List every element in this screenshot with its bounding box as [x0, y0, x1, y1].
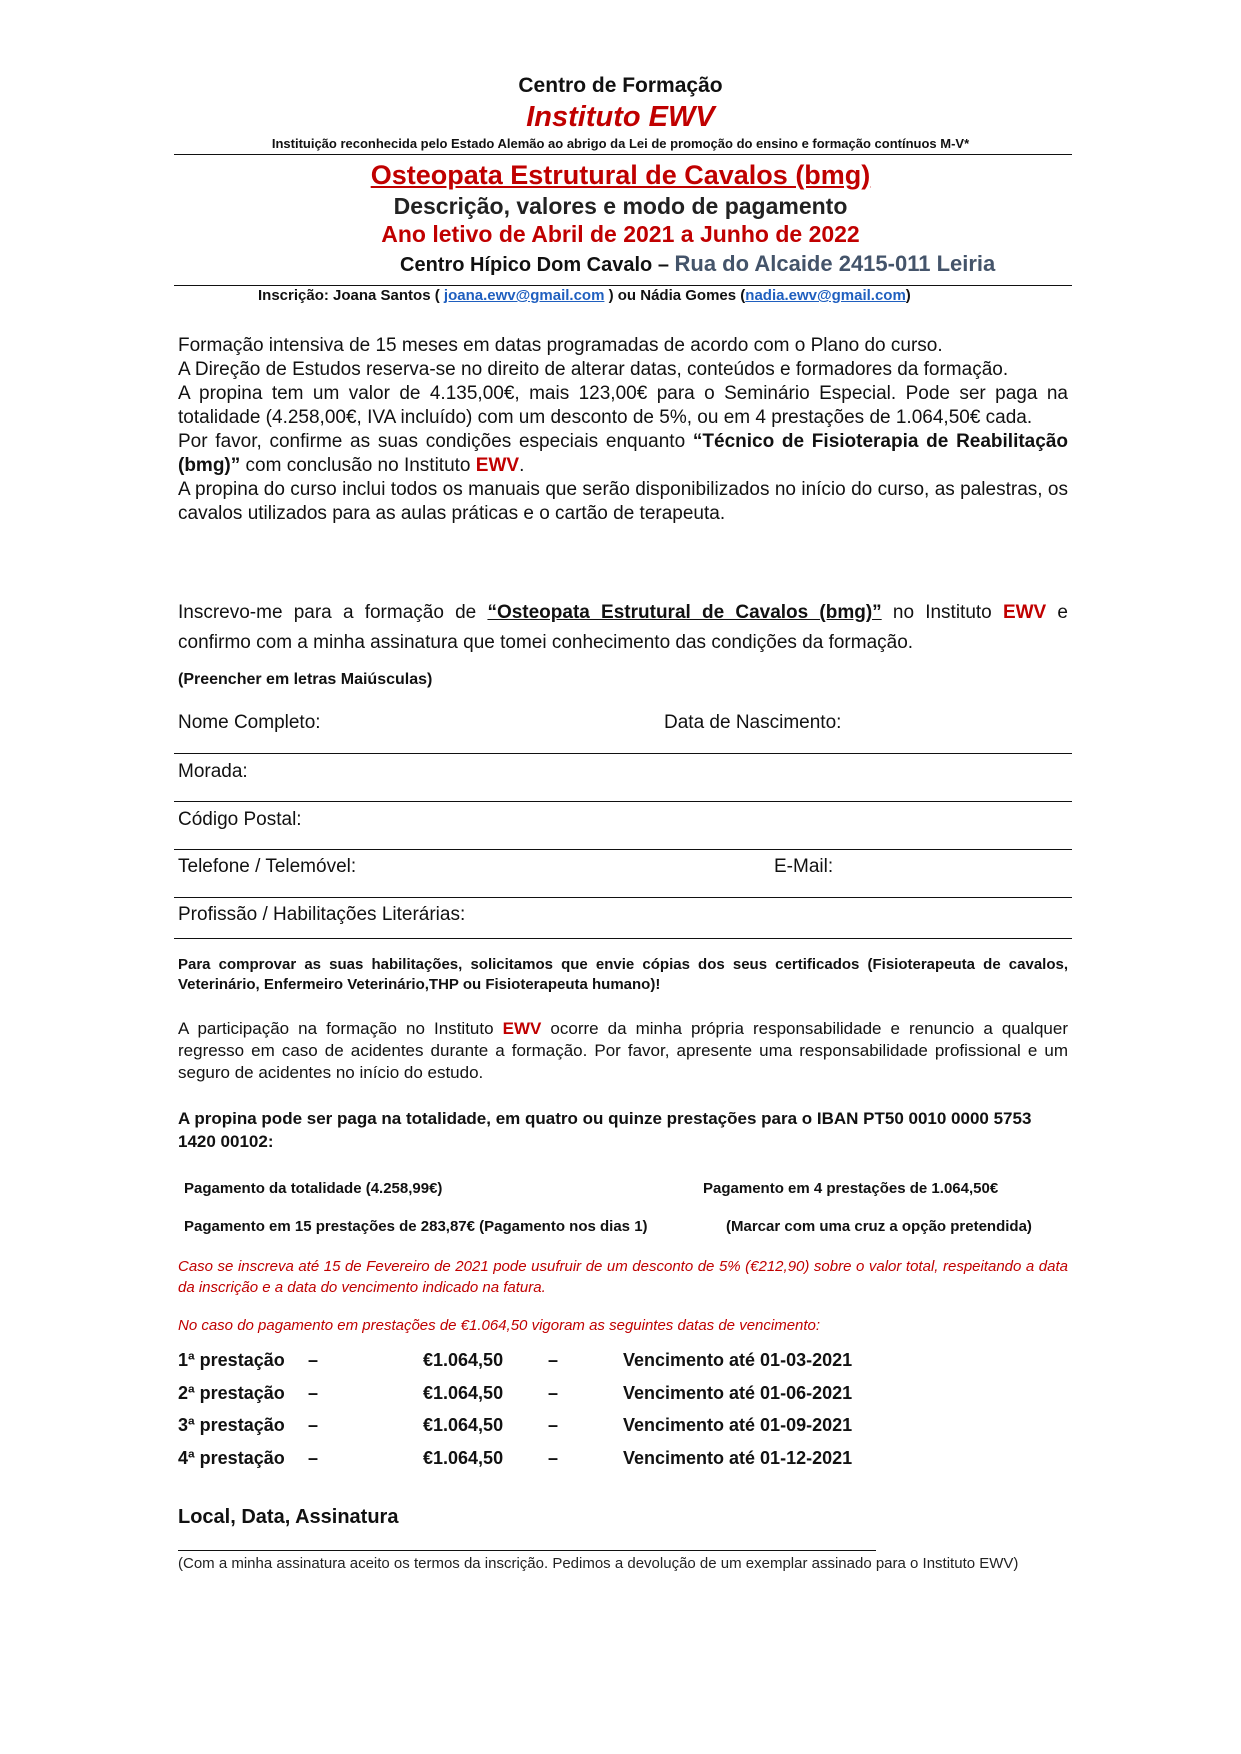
signature-heading: Local, Data, Assinatura — [178, 1506, 399, 1528]
signature-line[interactable] — [178, 1550, 876, 1551]
venue-name: Centro Hípico Dom Cavalo – — [400, 254, 669, 276]
intro-p1: Formação intensiva de 15 meses em datas programadas de acordo com o Plano do curso. — [178, 335, 943, 356]
birth-date-label: Data de Nascimento: — [664, 712, 842, 733]
email-link-nadia[interactable]: nadia.ewv@gmail.com — [745, 287, 906, 304]
full-name-label: Nome Completo: — [178, 712, 321, 733]
discount-note: Caso se inscreva até 15 de Fevereiro de 2021 pode usufruir de um desconto de 5% (€212,90) sobre o valor total, respeitando a data da inscrição e a data do vencimento indicado na fatura. — [178, 1258, 1068, 1296]
registration-suffix: ) — [905, 287, 911, 304]
signature-note: (Com a minha assinatura aceito os termos da inscrição. Pedimos a devolução de um exemplar assinado para o Instituto EWV) — [178, 1555, 1019, 1572]
registration-contacts — [258, 287, 911, 304]
option-4-installments[interactable]: Pagamento em 4 prestações de 1.064,50€ — [703, 1180, 999, 1197]
enrol-line2: confirmo com a minha assinatura que tomei conhecimento das condições da formação. — [178, 632, 914, 653]
address-label: Morada: — [178, 761, 248, 782]
form-instruction: (Preencher em letras Maiúsculas) — [178, 671, 433, 688]
intro-p2: A Direção de Estudos reserva-se no direito de alterar datas, conteúdos e formadores da formação. — [178, 359, 1009, 380]
venue-address: Rua do Alcaide 2415-011 Leiria — [674, 251, 996, 276]
school-year: Ano letivo de Abril de 2021 a Junho de 2022 — [381, 221, 860, 247]
header-divider-bottom — [174, 285, 1072, 286]
installments-note: No caso do pagamento em prestações de €1.064,50 vigoram as seguintes datas de vencimento: — [178, 1317, 821, 1334]
registration-middle: ) ou Nádia Gomes ( — [608, 287, 746, 304]
subtitle: Descrição, valores e modo de pagamento — [393, 193, 848, 219]
payment-heading: A propina pode ser paga na totalidade, em quatro ou quinze prestações para o IBAN PT50 0010 0000 5753 1420 00102: — [178, 1109, 1032, 1151]
intro-p5: A propina do curso inclui todos os manuais que serão disponibilizados no início do curso, as palestras, os cavalos utilizados para as aulas práticas e o cartão de terapeuta. — [178, 479, 1068, 524]
intro-p3: A propina tem um valor de 4.135,00€, mais 123,00€ para o Seminário Especial. Pode ser paga na totalidade (4.258,00€, IVA incluído) com um desconto de 5%, ou em 4 prestações de 1.064,50€ cada. — [178, 383, 1068, 428]
enrollment-form-page: Centro de Formação Instituto EWV Instituição reconhecida pelo Estado Alemão ao abrigo da Lei de promoção do ensino e formação contínuos M-V* Osteopata Estrutural de Cavalos (bmg) Descrição, valores e modo de pagamento Ano letivo de Abril de 2021 a Junho de 2022 Centro Hípico Dom Cavalo – Rua do Alcaide 2415-011 Leiria Inscrição: Joana Santos ( joana.ewv@gmail.com ) ou Nádia Gomes (nadia.ewv@gmail.com) Formação intensiva de 15 meses em datas programadas de acordo com o Plano do curso. A Direção de Estudos reserva-se no direito de alterar datas, conteúdos e formadores da formação. A propina tem um valor de 4.135,00€, mais 123,00€ para o Seminário Especial. Pode ser paga na totalidade (4.258,00€, IVA incluído) com um desconto de 5%, ou em 4 prestações de 1.064,50€ cada. Por favor, confirme as suas condições especiais enquanto “Técnico de Fisioterapia de Reabilitação (bmg)” com conclusão no Instituto EWV. A propina do curso inclui todos os manuais que serão disponibilizados no início do curso, as palestras, os cavalos utilizados para as aulas práticas e o cartão de terapeuta. Inscrevo-me para a formação de “Osteopata Estrutural de Cavalos (bmg)” no Instituto EWV e confirmo com a minha assinatura que tomei conhecimento das condições da formação. (Preencher em letras Maiúsculas) Nome Completo: Data de Nascimento: Morada: Código Postal: Telefone / Telemóvel: E-Mail: Profissão / Habilitações Literárias: Para comprovar as suas habilitações, solicitamos que envie cópias dos seus certificados (Fisioterapeuta de cavalos, Veterinário, Enfermeiro Veterinário,THP ou Fisioterapeuta humano)! A participação na formação no Instituto EWV ocorre da minha própria responsabilidade e renuncio a qualquer regresso em caso de acidentes durante a formação. Por favor, apresente uma responsabilidade profissional e um seguro de acidentes no início do estudo. A propina pode ser paga na totalidade, em quatro ou quinze prestações para o IBAN PT50 0010 0000 5753 1420 00102: Pagamento da totalidade (4.258,99€) Pagamento em 4 prestações de 1.064,50€ Pagamento em 15 prestações de 283,87€ (Pagamento nos dias 1) (Marcar com uma cruz a opção pretendida) Caso se inscreva até 15 de Fevereiro de 2021 pode usufruir de um desconto de 5% (€212,90) sobre o valor total, respeitando a data da inscrição e a data do vencimento indicado na fatura. No caso do pagamento em prestações de €1.064,50 vigoram as seguintes datas de vencimento: 1ª prestação – €1.064,50 – Vencimento até 01-03-2021 2ª prestação – €1.064,50 – Vencimento até 01-06-2021 3ª prestação – €1.064,50 – Vencimento até 01-09-2021 4ª prestação – €1.064,50 – Vencimento até 01-12-2021 Local, Data, Assinatura (Com a minha assinatura aceito os termos da inscrição. Pedimos a devolução de um exemplar assinado para o Instituto EWV) — [0, 0, 1241, 1754]
postal-code-label: Código Postal: — [178, 809, 302, 830]
course-title: Osteopata Estrutural de Cavalos (bmg) — [370, 160, 871, 190]
header-divider-top — [174, 154, 1072, 155]
profession-line[interactable] — [174, 938, 1072, 939]
full-name-line[interactable] — [174, 753, 1072, 754]
institute-name: Instituto EWV — [526, 101, 715, 133]
option-15-installments[interactable]: Pagamento em 15 prestações de 283,87€ (Pagamento nos dias 1) — [184, 1218, 648, 1235]
mark-note: (Marcar com uma cruz a opção pretendida) — [726, 1218, 1032, 1235]
phone-line[interactable] — [174, 897, 1072, 898]
venue — [400, 251, 995, 277]
certificates-note: Para comprovar as suas habilitações, solicitamos que envie cópias dos seus certificados (Fisioterapeuta de cavalos, Veterinário, Enfermeiro Veterinário,THP ou Fisioterapeuta humano)! — [178, 956, 1068, 993]
liability-note: A participação na formação no Instituto EWV ocorre da minha própria responsabilidade e renuncio a qualquer regresso em caso de acidentes durante a formação. Por favor, apresente uma responsabilidade profissional e um seguro de acidentes no início do estudo. — [178, 1019, 1068, 1082]
recognition-line: Instituição reconhecida pelo Estado Alemão ao abrigo da Lei de promoção do ensino e formação contínuos M-V* — [271, 136, 970, 151]
center-name: Centro de Formação — [518, 74, 723, 97]
option-full[interactable]: Pagamento da totalidade (4.258,99€) — [184, 1180, 443, 1197]
special-condition: “Técnico de Fisioterapia de Reabilitação (bmg)” — [178, 431, 1068, 476]
enrol-statement: Inscrevo-me para a formação de “Osteopata Estrutural de Cavalos (bmg)” no Instituto EWV e confirmo com a minha assinatura que tomei conhecimento das condições da formação. — [178, 598, 1068, 658]
registration-prefix: Inscrição: Joana Santos ( — [258, 287, 440, 304]
email-link-joana[interactable]: joana.ewv@gmail.com — [443, 287, 605, 304]
phone-label: Telefone / Telemóvel: — [178, 856, 357, 877]
email-label: E-Mail: — [774, 856, 834, 877]
intro-p4: Por favor, confirme as suas condições especiais enquanto “Técnico de Fisioterapia de Reabilitação (bmg)” com conclusão no Instituto EWV. — [178, 431, 1068, 476]
postal-code-line[interactable] — [174, 849, 1072, 850]
enrol-course: “Osteopata Estrutural de Cavalos (bmg)” — [487, 602, 882, 623]
intro-section — [178, 334, 1068, 526]
address-line[interactable] — [174, 801, 1072, 802]
profession-label: Profissão / Habilitações Literárias: — [178, 904, 466, 925]
